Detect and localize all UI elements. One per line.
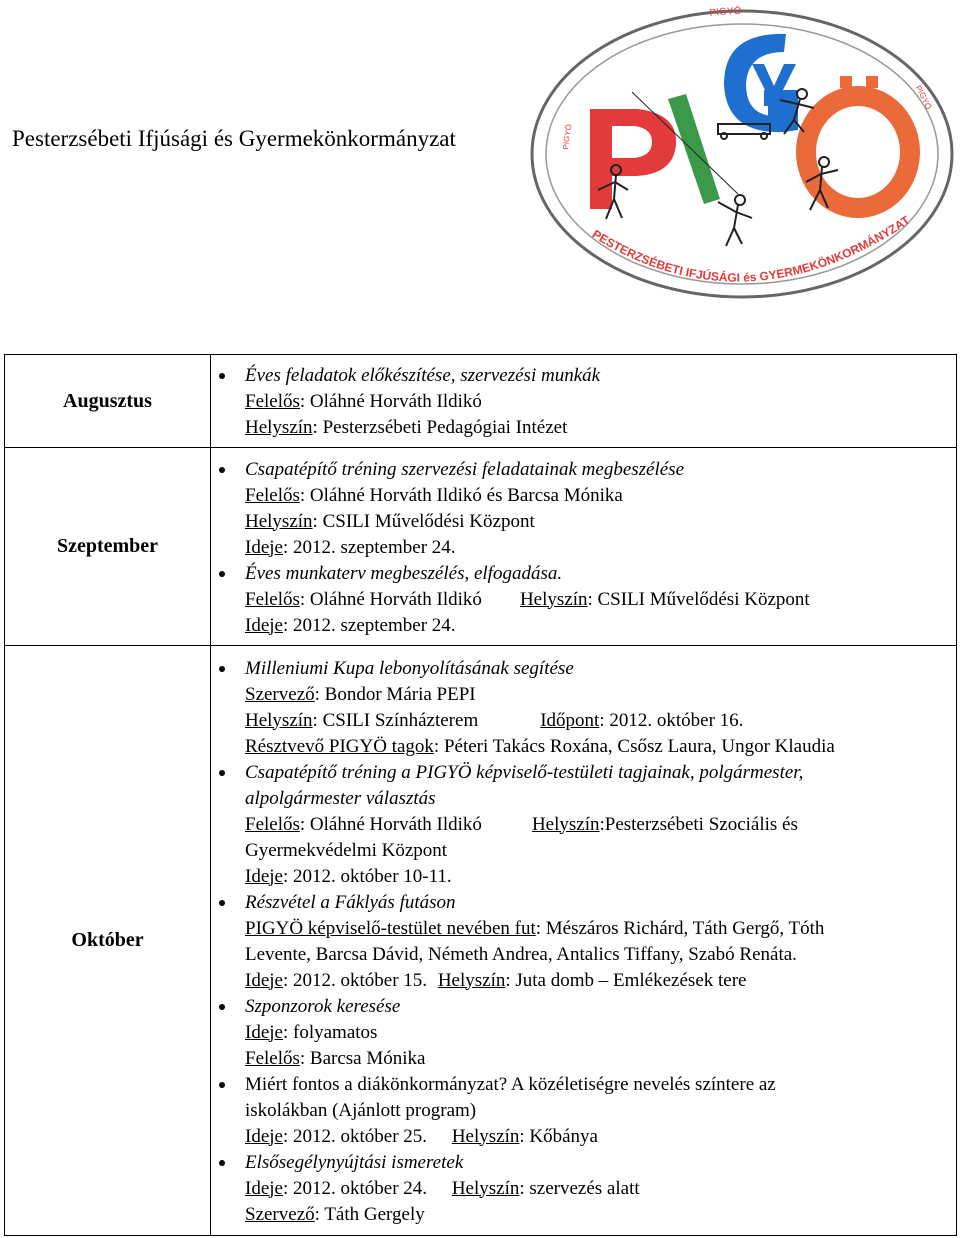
content-cell bbox=[211, 355, 957, 448]
field-label: Felelős bbox=[245, 391, 300, 412]
text-line: Miért fontos a diákönkormányzat? A közéletiségre nevelés színtere az bbox=[245, 1073, 776, 1095]
text-line: : 2012. október 16. bbox=[599, 709, 744, 731]
text-line: : Barcsa Mónika bbox=[299, 1047, 426, 1069]
text-line: : 2012. október 24. bbox=[282, 1177, 432, 1199]
text-line: Éves munkaterv megbeszélés, elfogadása. bbox=[245, 562, 563, 584]
logo-right-text: PIGYÖ bbox=[913, 83, 933, 111]
field-label: Helyszín bbox=[245, 510, 313, 532]
bullet-icon bbox=[219, 373, 225, 379]
text-line: : szervezés alatt bbox=[519, 1177, 640, 1199]
text-line: alpolgármester választás bbox=[245, 787, 436, 809]
field-label: Felelős bbox=[245, 588, 300, 610]
field-label: Helyszín bbox=[531, 813, 600, 835]
page-title: Pesterzsébeti Ifjúsági és Gyermekönkormányzat bbox=[12, 126, 456, 151]
text-line bbox=[245, 415, 950, 441]
text-line: Csapatépítő tréning a PIGYÖ képviselő-testületi tagjainak, polgármester, bbox=[245, 761, 804, 783]
field-label: Helyszín bbox=[451, 1125, 520, 1147]
text-line bbox=[245, 1046, 950, 1072]
text-line: Részvétel a Fáklyás futáson bbox=[245, 891, 456, 913]
field-label: Helyszín bbox=[451, 1177, 520, 1199]
text-line: : Mészáros Richárd, Táth Gergő, Tóth bbox=[535, 917, 825, 939]
table-row bbox=[5, 448, 957, 646]
text-line: Éves feladatok előkészítése, szervezési munkák bbox=[245, 365, 601, 386]
month-cell: Augusztus bbox=[5, 355, 211, 448]
text-line bbox=[245, 509, 950, 535]
text-line: : CSILI Művelődési Központ bbox=[312, 510, 535, 532]
field-label: Helyszín bbox=[519, 588, 588, 610]
list-item bbox=[5, 890, 950, 994]
text-line: : Juta domb – Emlékezések tere bbox=[505, 969, 747, 991]
month-cell: Október bbox=[5, 646, 211, 1236]
bullet-icon bbox=[219, 1082, 225, 1088]
text-line: : 2012. szeptember 24. bbox=[282, 536, 456, 558]
field-label: Ideje bbox=[245, 1021, 283, 1043]
text-line: : Oláhné Horváth Ildikó bbox=[299, 588, 482, 610]
text-line: Levente, Barcsa Dávid, Németh Andrea, Antalics Tiffany, Szabó Renáta. bbox=[245, 943, 797, 965]
text-line: : Oláhné Horváth Ildikó bbox=[299, 813, 482, 835]
text-line bbox=[245, 1176, 950, 1202]
content-cell bbox=[211, 646, 957, 1236]
text-line bbox=[245, 613, 950, 639]
bullet-icon bbox=[219, 571, 225, 577]
list-item bbox=[5, 1150, 950, 1228]
text-line: Gyermekvédelmi Központ bbox=[245, 839, 448, 861]
text-line bbox=[245, 389, 950, 415]
list-item bbox=[5, 760, 950, 890]
text-line bbox=[245, 1202, 950, 1228]
logo-bottom-text: PESTERZSÉBETI IFJÚSÁGI és GYERMEKÖNKORMÁNYZAT bbox=[589, 213, 913, 285]
field-label: PIGYÖ képviselő-testület nevében fut bbox=[245, 917, 536, 939]
field-label: Ideje bbox=[245, 865, 283, 887]
list-item bbox=[5, 561, 950, 639]
content-cell bbox=[211, 448, 957, 646]
month-cell: Szeptember bbox=[5, 448, 211, 646]
field-label: Ideje bbox=[245, 969, 283, 991]
list-item bbox=[5, 363, 950, 441]
field-label: Résztvevő PIGYÖ tagok bbox=[245, 735, 434, 757]
text-line: : folyamatos bbox=[282, 1021, 378, 1043]
field-label: Felelős bbox=[245, 1047, 300, 1069]
schedule-table bbox=[4, 354, 957, 1236]
logo-top-text: PIGYÖ bbox=[708, 5, 742, 20]
bullet-icon bbox=[219, 467, 225, 473]
text-line bbox=[245, 682, 950, 708]
text-line: iskolákban (Ajánlott program) bbox=[245, 1099, 477, 1121]
text-line: Milleniumi Kupa lebonyolításának segítése bbox=[245, 657, 574, 679]
text-line: : 2012. október 10-11. bbox=[282, 865, 452, 887]
bullet-icon bbox=[219, 770, 225, 776]
list-item bbox=[5, 1072, 950, 1150]
text-line: Szponzorok keresése bbox=[245, 995, 401, 1017]
bullet-icon bbox=[219, 1004, 225, 1010]
text-line bbox=[245, 916, 950, 942]
logo-left-text: PIGYÖ bbox=[561, 123, 574, 150]
text-line: Csapatépítő tréning szervezési feladatainak megbeszélése bbox=[245, 458, 685, 480]
logo-letter-g bbox=[724, 34, 798, 132]
field-label: Ideje bbox=[245, 1125, 283, 1147]
field-label: Szervező bbox=[245, 683, 315, 705]
text-line: : Pesterzsébeti Pedagógiai Intézet bbox=[312, 417, 568, 438]
text-line: : Oláhné Horváth Ildikó és Barcsa Mónika bbox=[299, 484, 623, 506]
list-item bbox=[5, 656, 950, 760]
field-label: Ideje bbox=[245, 1177, 283, 1199]
text-line bbox=[245, 734, 950, 760]
text-line: : CSILI Művelődési Központ bbox=[587, 588, 810, 610]
list-item bbox=[5, 457, 950, 561]
text-line: : 2012. október 15. bbox=[282, 969, 432, 991]
field-label: Időpont bbox=[540, 709, 600, 731]
text-line: : CSILI Színházterem bbox=[312, 709, 479, 731]
text-line: : Oláhné Horváth Ildikó bbox=[299, 391, 482, 412]
list-item bbox=[5, 994, 950, 1072]
text-line bbox=[245, 535, 950, 561]
field-label: Felelős bbox=[245, 484, 300, 506]
text-line: : 2012. szeptember 24. bbox=[282, 614, 456, 636]
text-line: Elsősegélynyújtási ismeretek bbox=[245, 1151, 464, 1173]
field-label: Helyszín bbox=[245, 709, 313, 731]
text-line bbox=[245, 483, 950, 509]
text-line: : 2012. október 25. bbox=[282, 1125, 432, 1147]
bullet-icon bbox=[219, 666, 225, 672]
field-label: Ideje bbox=[245, 536, 283, 558]
field-label: Szervező bbox=[245, 1203, 315, 1225]
field-label: Ideje bbox=[245, 614, 283, 636]
text-line bbox=[245, 708, 950, 734]
table-row bbox=[5, 646, 957, 1236]
logo-letter-i bbox=[668, 94, 720, 204]
text-line bbox=[245, 587, 950, 613]
logo-letter-p bbox=[590, 109, 676, 209]
text-line bbox=[245, 1020, 950, 1046]
bullet-icon bbox=[219, 1160, 225, 1166]
svg-text:PIGYÖ bbox=[561, 123, 573, 150]
text-line: : Kőbánya bbox=[519, 1125, 598, 1147]
text-line: : Táth Gergely bbox=[314, 1203, 425, 1225]
pigyo-logo bbox=[528, 4, 956, 304]
text-line bbox=[245, 864, 950, 890]
svg-text:PESTERZSÉBETI IFJÚSÁGI és GYER bbox=[590, 213, 913, 285]
text-line: : Péteri Takács Roxána, Csősz Laura, Ungor Klaudia bbox=[433, 735, 835, 757]
text-line: : Bondor Mária PEPI bbox=[314, 683, 476, 705]
bullet-icon bbox=[219, 900, 225, 906]
table-row bbox=[5, 355, 957, 448]
text-line bbox=[245, 968, 950, 994]
field-label: Helyszín bbox=[245, 417, 313, 438]
text-line: :Pesterzsébeti Szociális és bbox=[599, 813, 798, 835]
svg-text:PIGYÖ bbox=[709, 5, 742, 19]
field-label: Helyszín bbox=[437, 969, 506, 991]
text-line bbox=[245, 812, 950, 838]
logo-letter-o bbox=[806, 76, 910, 208]
field-label: Felelős bbox=[245, 813, 300, 835]
text-line bbox=[245, 1124, 950, 1150]
